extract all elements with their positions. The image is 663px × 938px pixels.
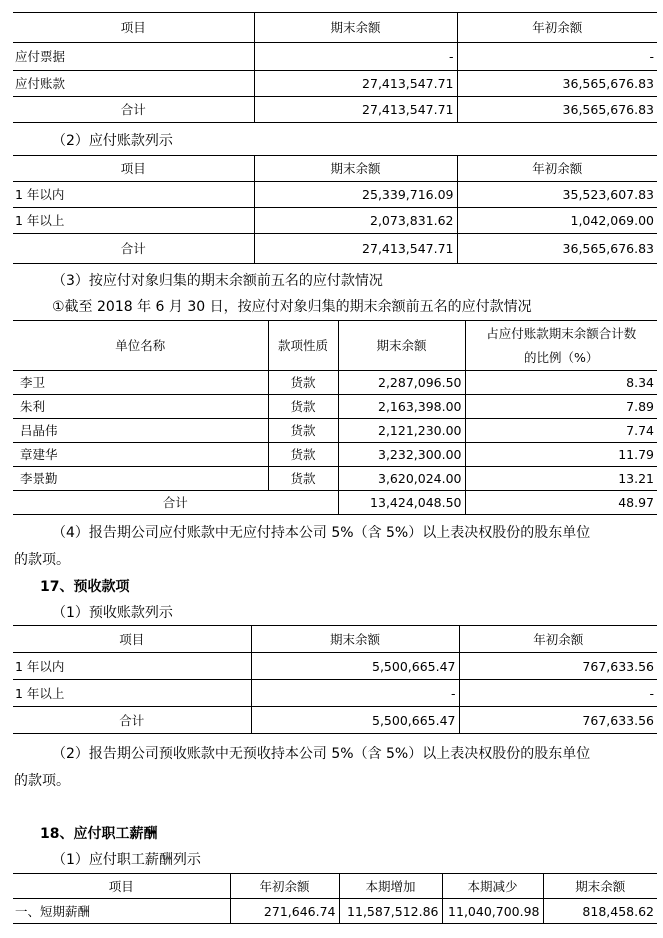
- table-cell: -: [457, 43, 657, 71]
- table-cell: 货款: [268, 467, 338, 491]
- table-cell: 1,042,069.00: [457, 208, 657, 234]
- table-cell: 35,523,607.83: [457, 182, 657, 208]
- table-cell: -: [251, 680, 459, 707]
- section-title: （3）按应付对象归集的期末余额前五名的应付款情况: [52, 273, 383, 289]
- table-cell: 767,633.56: [459, 707, 657, 734]
- table-cell: 13.21: [465, 467, 657, 491]
- table-cell: 章建华: [13, 443, 268, 467]
- table-cell: 5,500,665.47: [251, 653, 459, 680]
- table-header: 期末余额: [251, 626, 459, 653]
- table-cell: 5,500,665.47: [251, 707, 459, 734]
- table-header: 项目: [13, 874, 230, 899]
- table-header: 年初余额: [457, 13, 657, 43]
- table-cell: 271,646.74: [230, 899, 339, 924]
- table-cell: 48.97: [465, 491, 657, 515]
- table-total-label: 合计: [13, 234, 254, 264]
- table-cell: 25,339,716.09: [254, 182, 457, 208]
- paragraph-line: 的款项。: [14, 552, 70, 568]
- table-cell: 3,232,300.00: [338, 443, 465, 467]
- table-cell: 货款: [268, 419, 338, 443]
- table-header: 期末余额: [543, 874, 657, 899]
- table-cell: 3,620,024.00: [338, 467, 465, 491]
- table-cell: 货款: [268, 371, 338, 395]
- table-cell: 27,413,547.71: [254, 97, 457, 123]
- table-header: 本期增加: [339, 874, 442, 899]
- table-top-five-payables: [13, 320, 657, 515]
- table-header: 年初余额: [230, 874, 339, 899]
- table-cell: 1 年以内: [13, 653, 251, 680]
- table-cell: 朱利: [13, 395, 268, 419]
- paragraph-line: （4）报告期公司应付账款中无应付持本公司 5%（含 5%）以上表决权股份的股东单位: [52, 525, 591, 541]
- table-cell: 2,073,831.62: [254, 208, 457, 234]
- table-cell: 应付账款: [13, 71, 254, 97]
- section-title: （1）预收账款列示: [52, 605, 173, 621]
- table-cell: -: [254, 43, 457, 71]
- table-cell: 36,565,676.83: [457, 71, 657, 97]
- table-cell: 11,040,700.98: [442, 899, 543, 924]
- table-cell: 2,287,096.50: [338, 371, 465, 395]
- table-advance-receipts: [13, 625, 657, 734]
- table-header: 期末余额: [338, 321, 465, 371]
- table-header: 期末余额: [254, 13, 457, 43]
- table-header: 项目: [13, 626, 251, 653]
- table-cell: 13,424,048.50: [338, 491, 465, 515]
- table-cell: 8.34: [465, 371, 657, 395]
- table-cell: 1 年以上: [13, 208, 254, 234]
- table-payables-aging: [13, 155, 657, 264]
- paragraph-line: 的款项。: [14, 773, 70, 789]
- header-line: 的比例（%）: [524, 349, 599, 365]
- table-cell: 应付票据: [13, 43, 254, 71]
- section-heading: 17、预收款项: [40, 579, 130, 595]
- table-employee-payables: [13, 873, 657, 924]
- table-cell: 李景勤: [13, 467, 268, 491]
- table-total-label: 合计: [13, 707, 251, 734]
- section-subtitle: ①截至 2018 年 6 月 30 日，按应付对象归集的期末余额前五名的应付款情况: [52, 299, 532, 315]
- table-cell: 818,458.62: [543, 899, 657, 924]
- table-header: [465, 321, 657, 371]
- table-header: 项目: [13, 156, 254, 182]
- table-total-label: 合计: [13, 97, 254, 123]
- table-cell: 2,121,230.00: [338, 419, 465, 443]
- table-header: 项目: [13, 13, 254, 43]
- table-cell: 2,163,398.00: [338, 395, 465, 419]
- table-cell: 27,413,547.71: [254, 234, 457, 264]
- table-header: 单位名称: [13, 321, 268, 371]
- table-payables-summary: [13, 12, 657, 123]
- table-cell: 1 年以内: [13, 182, 254, 208]
- table-total-label: 合计: [13, 491, 338, 515]
- table-cell: 36,565,676.83: [457, 234, 657, 264]
- table-header: 款项性质: [268, 321, 338, 371]
- table-cell: 7.74: [465, 419, 657, 443]
- section-title: （1）应付职工薪酬列示: [52, 852, 201, 868]
- table-cell: 767,633.56: [459, 653, 657, 680]
- table-header: 本期减少: [442, 874, 543, 899]
- table-cell: 货款: [268, 443, 338, 467]
- table-cell: 27,413,547.71: [254, 71, 457, 97]
- table-cell: 一、短期薪酬: [13, 899, 230, 924]
- table-header: 年初余额: [457, 156, 657, 182]
- table-cell: 36,565,676.83: [457, 97, 657, 123]
- table-header: 年初余额: [459, 626, 657, 653]
- table-cell: 1 年以上: [13, 680, 251, 707]
- section-heading: 18、应付职工薪酬: [40, 826, 158, 842]
- table-cell: 货款: [268, 395, 338, 419]
- table-cell: -: [459, 680, 657, 707]
- paragraph-line: （2）报告期公司预收账款中无预收持本公司 5%（含 5%）以上表决权股份的股东单位: [52, 746, 591, 762]
- section-title: （2）应付账款列示: [52, 133, 173, 149]
- table-cell: 7.89: [465, 395, 657, 419]
- table-cell: 吕晶伟: [13, 419, 268, 443]
- table-cell: 11.79: [465, 443, 657, 467]
- header-line: 占应付账款期末余额合计数: [486, 325, 637, 341]
- table-cell: 李卫: [13, 371, 268, 395]
- table-header: 期末余额: [254, 156, 457, 182]
- table-cell: 11,587,512.86: [339, 899, 442, 924]
